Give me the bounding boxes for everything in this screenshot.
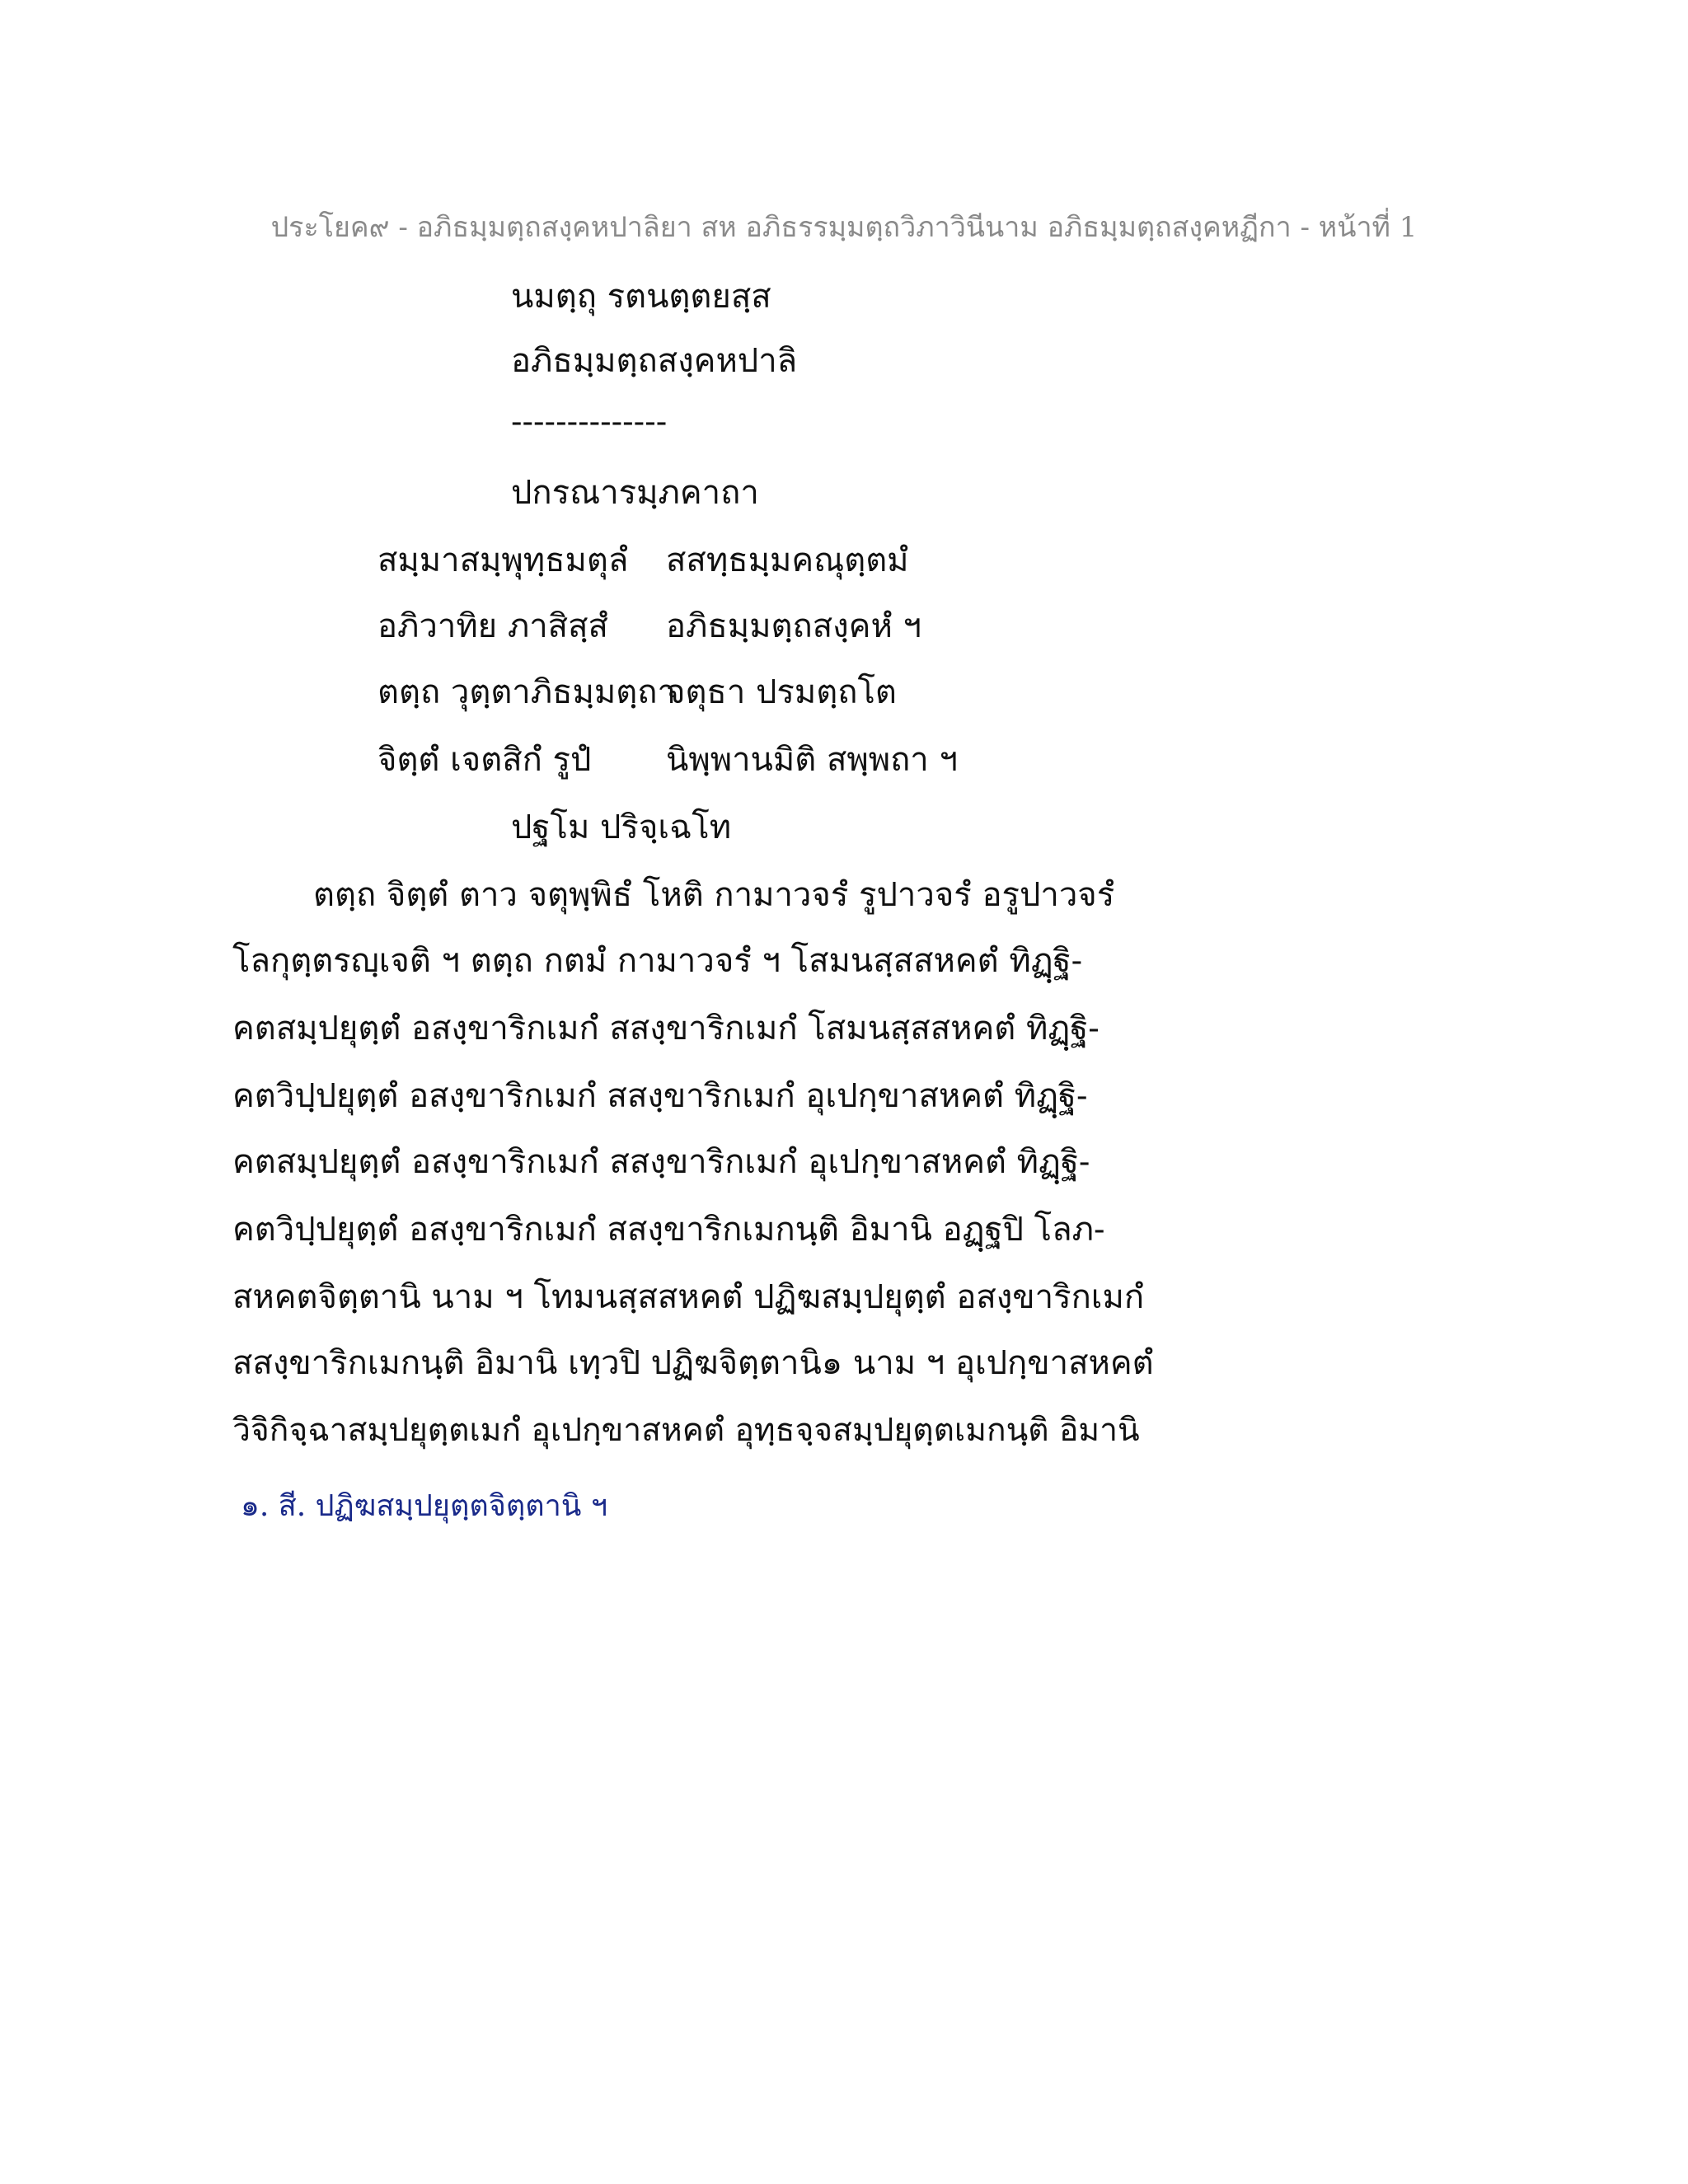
verse-3-left: ตตฺถ วุตฺตาภิธมฺมตฺถา — [377, 673, 676, 711]
verse-3-right: จตุธา ปรมตฺถโต — [666, 673, 897, 711]
paragraph-line: วิจิกิจฺฉาสมฺปยุตฺตเมกํ อุเปกฺขาสหคตํ อุทฺธจฺจสมฺปยุตฺตเมกนฺติ อิมานิ — [232, 1412, 1140, 1449]
verse-2-right: อภิธมฺมตฺถสงฺคหํ ฯ — [666, 607, 921, 645]
separator-line: -------------- — [511, 403, 668, 441]
paragraph-line: คตวิปฺปยุตฺตํ อสงฺขาริกเมกํ สสงฺขาริกเมกนฺติ อิมานิ อฏฺฐปิ โลภ- — [232, 1211, 1105, 1249]
footnote: ๑. สี. ปฏิฆสมฺปยุตฺตจิตฺตานิ ฯ — [241, 1489, 608, 1523]
paragraph-line: สสงฺขาริกเมกนฺติ อิมานิ เทฺวปิ ปฏิฆจิตฺตานิ๑ นาม ฯ อุเปกฺขาสหคตํ — [232, 1344, 1154, 1382]
verse-1-right: สสทฺธมฺมคณุตฺตมํ — [666, 541, 909, 579]
verse-4-left: จิตฺตํ เจตสิกํ รูปํ — [377, 741, 592, 779]
chapter-title: ปฐโม ปริจฺเฉโท — [511, 808, 732, 846]
book-title: อภิธมฺมตฺถสงฺคหปาลิ — [511, 342, 798, 380]
paragraph-line: ตตฺถ จิตฺตํ ตาว จตุพฺพิธํ โหติ กามาวจรํ รูปาวจรํ อรูปาวจรํ — [313, 876, 1115, 914]
paragraph-line: คตวิปฺปยุตฺตํ อสงฺขาริกเมกํ สสงฺขาริกเมกํ อุเปกฺขาสหคตํ ทิฏฺฐิ- — [232, 1077, 1088, 1115]
section-title: ปกรณารมฺภคาถา — [511, 474, 759, 512]
paragraph-line: สหคตจิตฺตานิ นาม ฯ โทมนสฺสสหคตํ ปฏิฆสมฺปยุตฺตํ อสงฺขาริกเมกํ — [232, 1278, 1145, 1316]
paragraph-line: คตสมฺปยุตฺตํ อสงฺขาริกเมกํ สสงฺขาริกเมกํ โสมนสฺสสหคตํ ทิฏฺฐิ- — [232, 1010, 1100, 1047]
verse-4-right: นิพฺพานมิติ สพฺพถา ฯ — [666, 741, 958, 779]
verse-1-left: สมฺมาสมฺพุทฺธมตุลํ — [377, 541, 629, 579]
paragraph-line: คตสมฺปยุตฺตํ อสงฺขาริกเมกํ สสงฺขาริกเมกํ อุเปกฺขาสหคตํ ทิฏฺฐิ- — [232, 1143, 1090, 1181]
running-header: ประโยค๙ - อภิธมฺมตฺถสงฺคหปาลิยา สห อภิธรรมฺมตฺถวิภาวินีนาม อภิธมฺมตฺถสงฺคหฏีกา - หน้าที่ 1 — [270, 211, 1418, 244]
homage-line: นมตฺถุ รตนตฺตยสฺส — [511, 278, 771, 316]
paragraph-line: โลกุตฺตรญฺเจติ ฯ ตตฺถ กตมํ กามาวจรํ ฯ โสมนสฺสสหคตํ ทิฏฺฐิ- — [232, 942, 1083, 980]
verse-2-left: อภิวาทิย ภาสิสฺสํ — [377, 607, 608, 645]
